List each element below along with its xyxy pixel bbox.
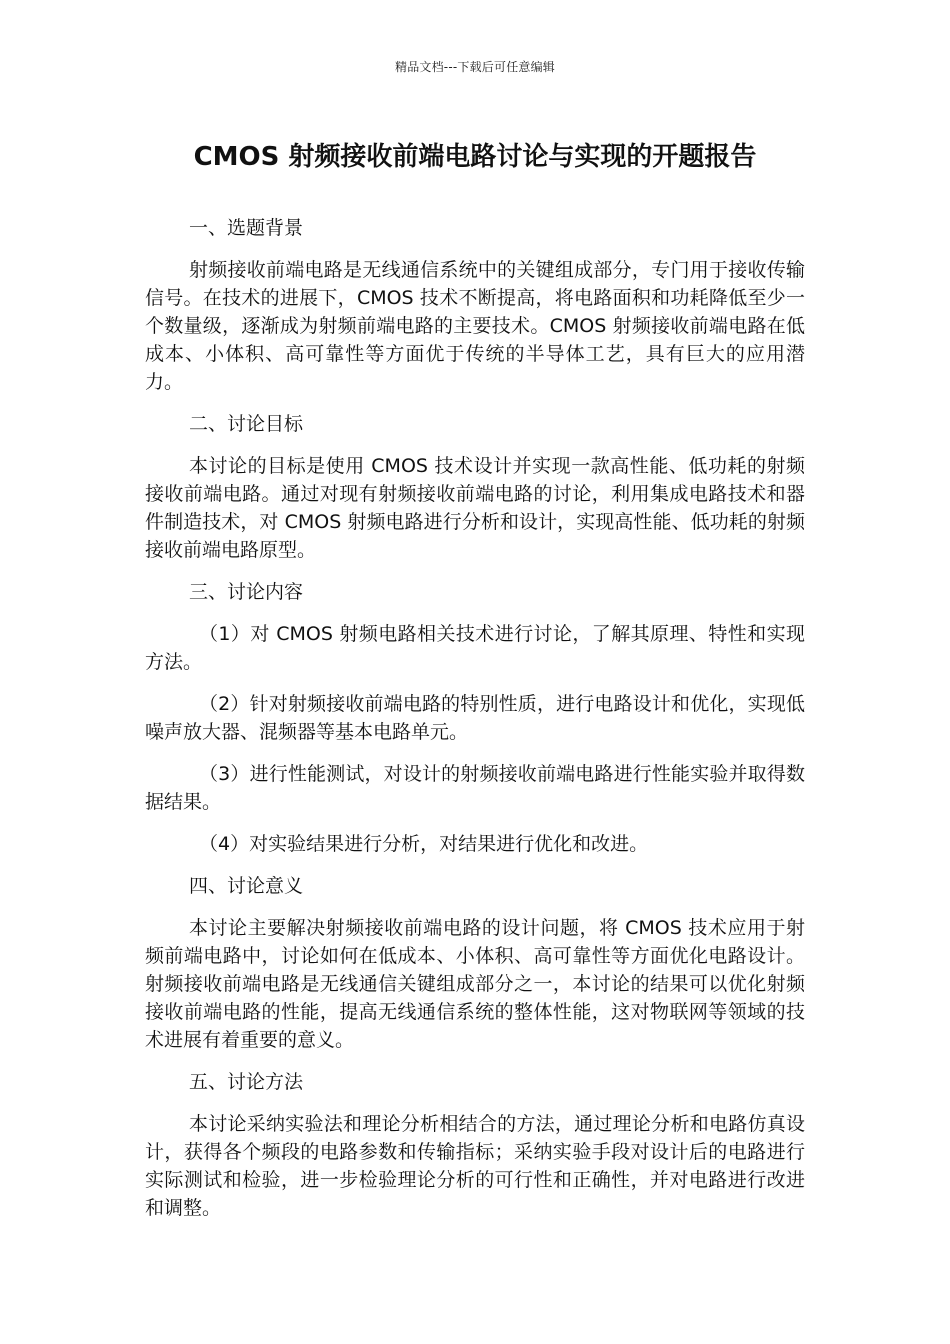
section-significance	[145, 872, 805, 1054]
section-paragraph: 本讨论主要解决射频接收前端电路的设计问题，将 CMOS 技术应用于射频前端电路中，讨论如何在低成本、小体积、高可靠性等方面优化电路设计。射频接收前端电路是无线通信关键组成部分之一，本讨论的结果可以优化射频接收前端电路的性能，提高无线通信系统的整体性能，这对物联网等领域的技术进展有着重要的意义。	[145, 917, 805, 1051]
section-paragraph: 本讨论的目标是使用 CMOS 技术设计并实现一款高性能、低功耗的射频接收前端电路。通过对现有射频接收前端电路的讨论，利用集成电路技术和器件制造技术，对 CMOS 射频电路进行分析和设计，实现高性能、低功耗的射频接收前端电路原型。	[145, 455, 805, 561]
content-list-item: （2）针对射频接收前端电路的特别性质，进行电路设计和优化，实现低噪声放大器、混频器等基本电路单元。	[145, 693, 805, 743]
section-heading: 一、选题背景	[189, 217, 304, 239]
content-list-item: （3）进行性能测试，对设计的射频接收前端电路进行性能实验并取得数据结果。	[145, 763, 805, 813]
section-heading: 四、讨论意义	[189, 875, 304, 897]
section-goals	[145, 410, 805, 564]
section-heading: 三、讨论内容	[189, 581, 304, 603]
content-list-item: （4）对实验结果进行分析，对结果进行优化和改进。	[199, 833, 649, 855]
section-heading: 五、讨论方法	[189, 1071, 304, 1093]
section-content	[145, 578, 805, 858]
section-background	[145, 214, 805, 396]
page-header-watermark: 精品文档---下载后可任意编辑	[395, 60, 555, 74]
section-methods	[145, 1068, 805, 1222]
document-title: CMOS 射频接收前端电路讨论与实现的开题报告	[193, 142, 757, 172]
section-paragraph: 本讨论采纳实验法和理论分析相结合的方法，通过理论分析和电路仿真设计，获得各个频段的电路参数和传输指标；采纳实验手段对设计后的电路进行实际测试和检验，进一步检验理论分析的可行性和正确性，并对电路进行改进和调整。	[145, 1113, 805, 1219]
document-body	[145, 214, 805, 1236]
content-list-item: （1）对 CMOS 射频电路相关技术进行讨论，了解其原理、特性和实现方法。	[145, 623, 805, 673]
section-heading: 二、讨论目标	[189, 413, 304, 435]
section-paragraph: 射频接收前端电路是无线通信系统中的关键组成部分，专门用于接收传输信号。在技术的进展下，CMOS 技术不断提高，将电路面积和功耗降低至少一个数量级，逐渐成为射频前端电路的主要技术。CMOS 射频接收前端电路在低成本、小体积、高可靠性等方面优于传统的半导体工艺，具有巨大的应用潜力。	[145, 259, 805, 393]
